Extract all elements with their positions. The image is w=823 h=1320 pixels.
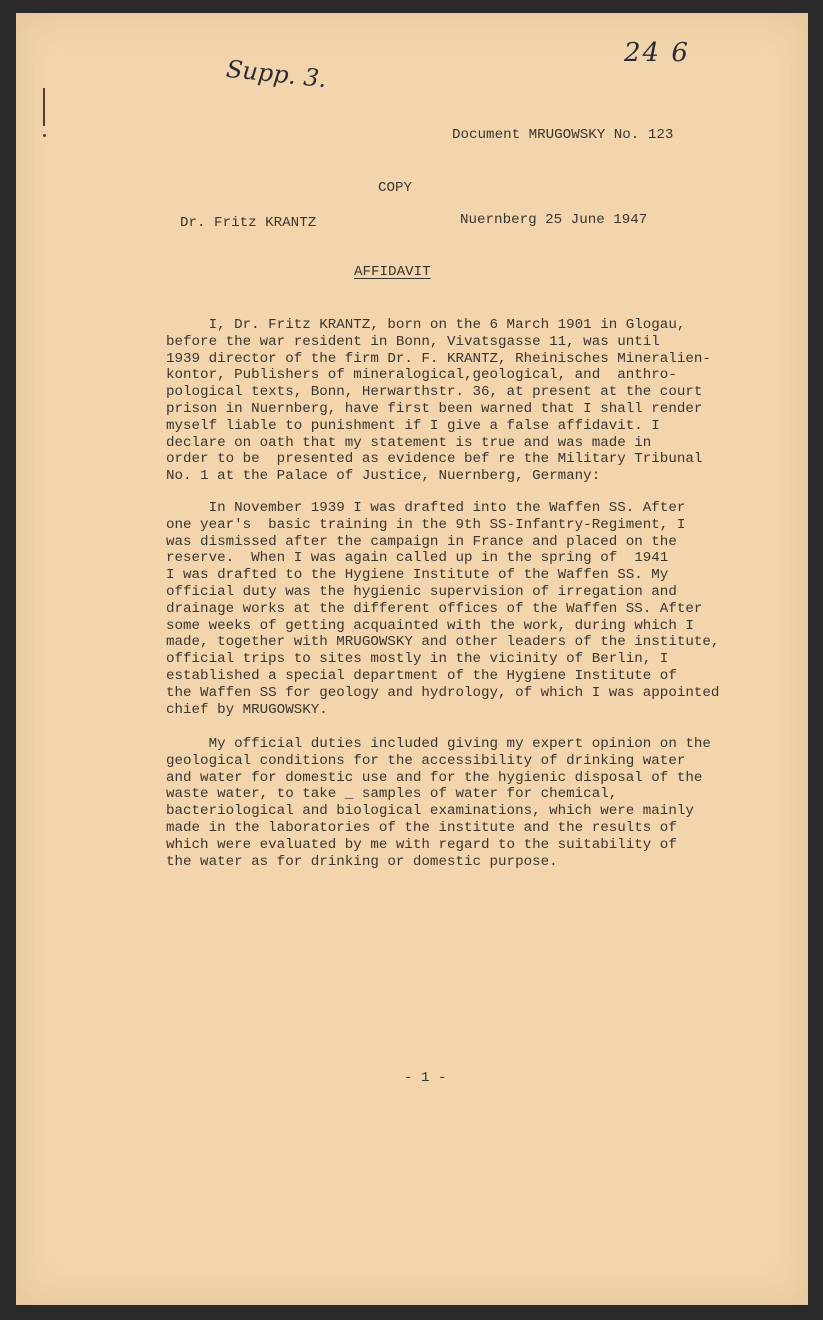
handwritten-page-stamp: 24 6 [624,38,690,68]
text-line: the water as for drinking or domestic purpose. [166,853,558,870]
text-line: I, Dr. Fritz KRANTZ, born on the 6 March 1901 in Glogau, [166,317,686,333]
margin-dot [43,134,46,137]
text-line: some weeks of getting acquainted with the work, during which I [166,617,694,634]
text-line: before the war resident in Bonn, Vivatsgasse 11, was until [166,333,660,350]
text-line: 1939 director of the firm Dr. F. KRANTZ, Rheinisches Mineralien- [166,350,711,367]
margin-mark [43,88,45,126]
place-date: Nuernberg 25 June 1947 [460,212,648,228]
text-line: No. 1 at the Palace of Justice, Nuernberg, Germany: [166,468,601,485]
text-line: kontor, Publishers of mineralogical,geological, and anthro- [166,367,677,384]
text-line: My official duties included giving my expert opinion on the [166,736,711,752]
text-line: prison in Nuernberg, have first been warned that I shall render [166,400,703,417]
text-line: bacteriological and biological examinations, which were mainly [166,803,694,820]
text-line: chief by MRUGOWSKY. [166,701,328,718]
text-line: I was drafted to the Hygiene Institute of the Waffen SS. My [166,567,669,584]
text-line: was dismissed after the campaign in France and placed on the [166,533,677,550]
text-line: myself liable to punishment if I give a false affidavit. I [166,417,660,434]
text-line: reserve. When I was again called up in the spring of 1941 [166,550,669,567]
text-line: drainage works at the different offices of the Waffen SS. After [166,600,703,617]
text-line: geological conditions for the accessibility of drinking water [166,752,686,769]
text-line: established a special department of the Hygiene Institute of [166,667,677,684]
paragraph-3 [166,736,711,870]
paragraph-2 [166,500,719,718]
text-line: one year's basic training in the 9th SS-Infantry-Regiment, I [166,516,686,533]
handwritten-supp-note: Supp. 3. [224,54,328,94]
text-line: official duty was the hygienic supervision of irregation and [166,583,677,600]
page-number: - 1 - [404,1070,447,1086]
document-reference: Document MRUGOWSKY No. 123 [452,127,674,143]
affidavit-title: AFFIDAVIT [354,264,431,280]
text-line: In November 1939 I was drafted into the Waffen SS. After [166,500,686,516]
text-line: order to be presented as evidence bef re the Military Tribunal [166,451,703,468]
text-line: made, together with MRUGOWSKY and other leaders of the institute, [166,634,720,651]
copy-label: COPY [378,180,413,196]
text-line: the Waffen SS for geology and hydrology, of which I was appointed [166,684,720,701]
author-line: Dr. Fritz KRANTZ [180,215,317,231]
paragraph-1 [166,317,711,485]
text-line: declare on oath that my statement is true and was made in [166,434,652,451]
text-line: waste water, to take _ samples of water for chemical, [166,786,618,803]
text-line: made in the laboratories of the institute and the results of [166,819,677,836]
text-line: and water for domestic use and for the hygienic disposal of the [166,769,703,786]
text-line: official trips to sites mostly in the vicinity of Berlin, I [166,651,669,668]
text-line: which were evaluated by me with regard to the suitability of [166,836,677,853]
text-line: pological texts, Bonn, Herwarthstr. 36, at present at the court [166,384,703,401]
